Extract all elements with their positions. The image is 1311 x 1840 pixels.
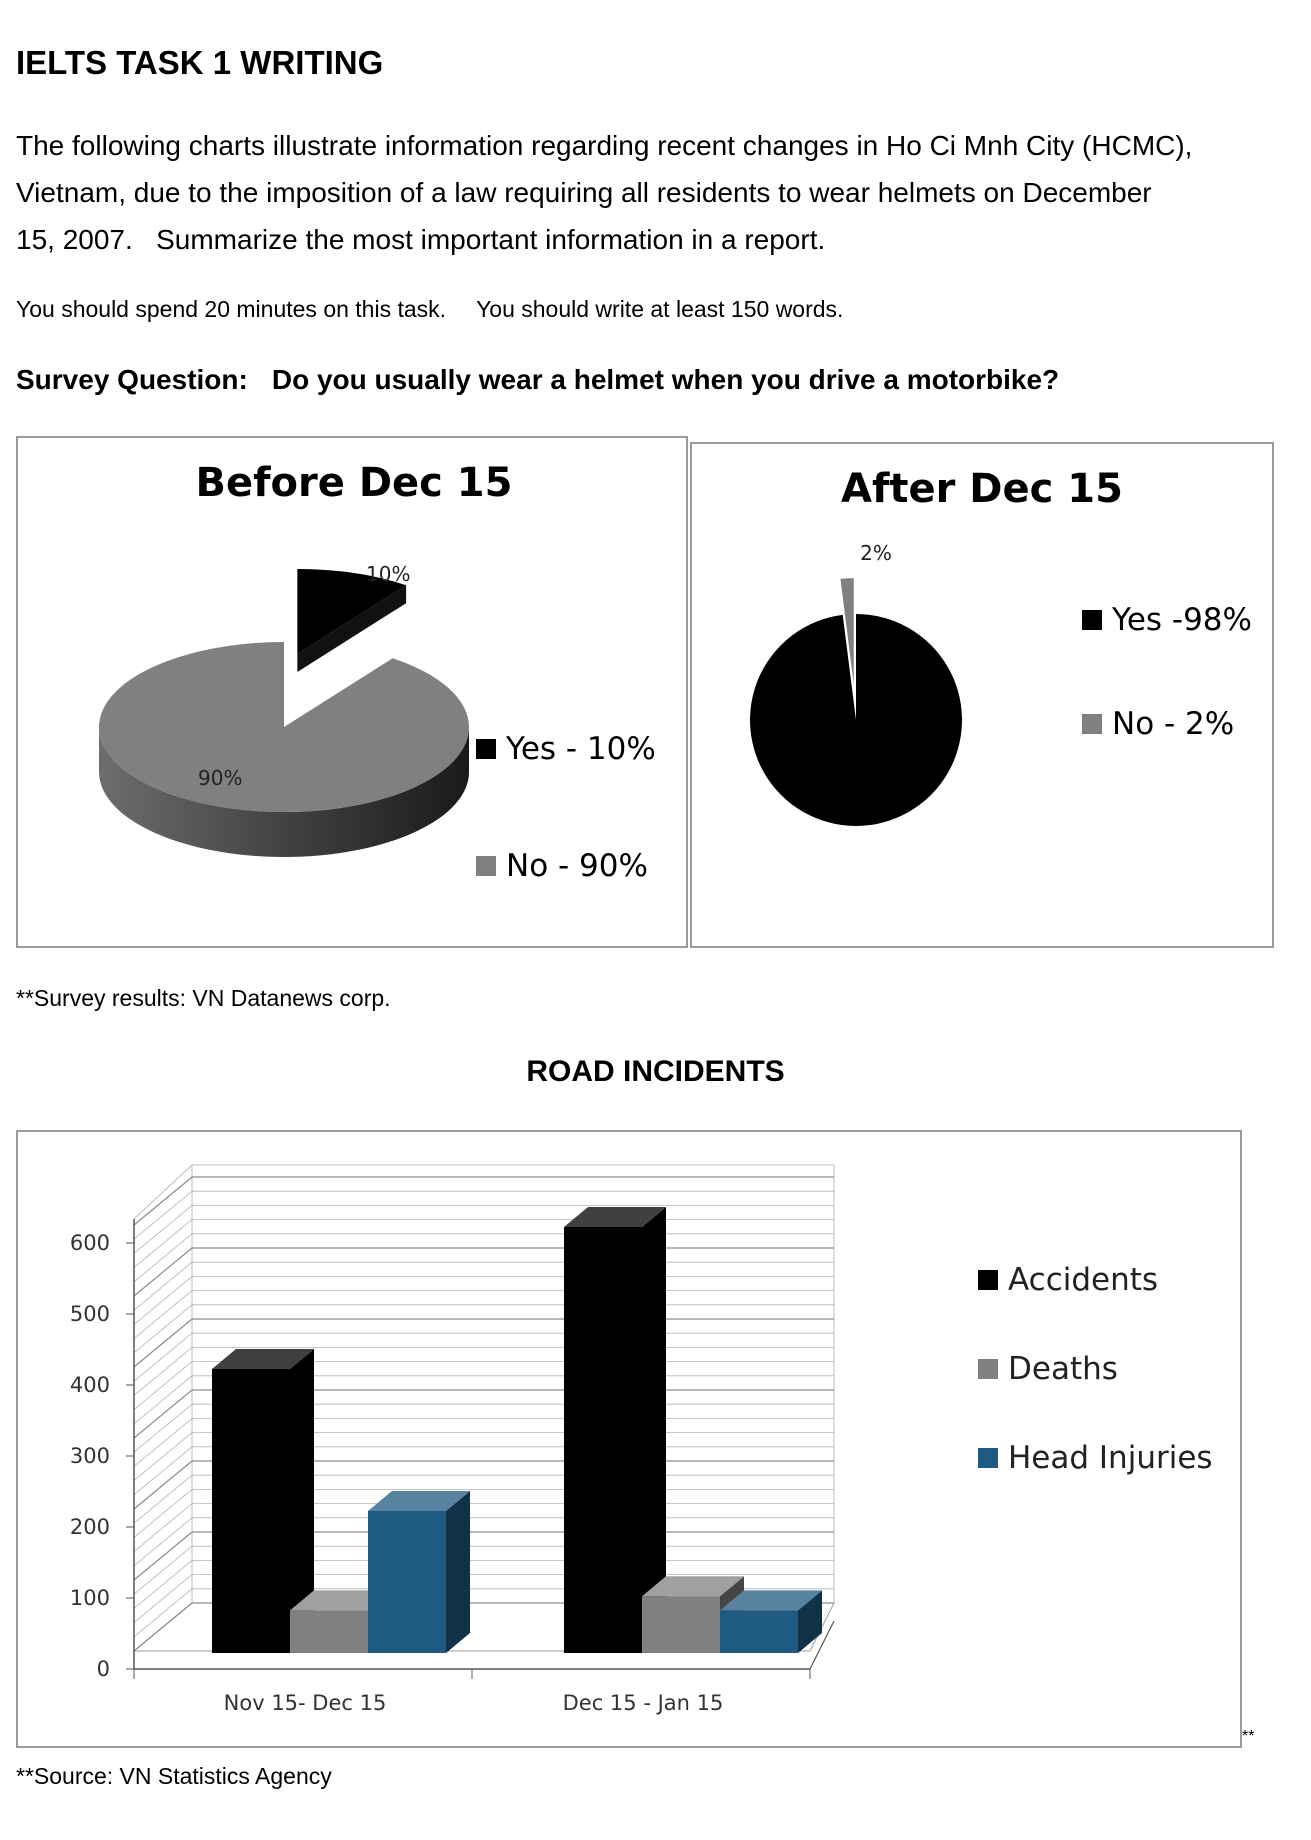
pie-chart-after	[692, 444, 1272, 946]
task-prompt	[16, 122, 1306, 263]
bar-legend-label: Deaths	[1008, 1351, 1118, 1387]
bar-y-tick-label: 300	[69, 1444, 110, 1468]
pie-before-data-label-no: 90%	[198, 766, 243, 790]
pie-after-legend-yes: Yes -98%	[1112, 602, 1252, 638]
bar-legend-label: Head Injuries	[1008, 1440, 1213, 1476]
pie-after-title: After Dec 15	[841, 466, 1123, 512]
bar-chart-panel	[16, 1130, 1242, 1748]
pie-chart-before	[18, 438, 686, 946]
bar-category-label: Nov 15- Dec 15	[223, 1691, 387, 1715]
pie-after-slice-yes	[738, 602, 975, 839]
pie-after-legend-no: No - 2%	[1112, 706, 1235, 742]
pie-before-data-label-yes: 10%	[366, 562, 411, 586]
pie-chart-after-panel	[690, 442, 1274, 948]
bar-chart-title: ROAD INCIDENTS	[526, 1055, 785, 1088]
bar-side-wall	[134, 1165, 192, 1651]
pie-before-legend-swatch-no	[476, 856, 496, 876]
bar-accidents	[564, 1227, 642, 1653]
pie-chart-before-panel	[16, 436, 688, 948]
bar-legend-swatch	[978, 1359, 998, 1379]
time-instruction: You should spend 20 minutes on this task.	[16, 296, 447, 322]
bar-y-tick-label: 100	[69, 1586, 110, 1610]
bar-accidents	[212, 1369, 290, 1653]
pie-after-data-label-no: 2%	[860, 541, 892, 565]
pie-before-legend-no: No - 90%	[506, 848, 648, 884]
bar-y-tick-label: 600	[69, 1231, 110, 1255]
bar-y-tick-label: 200	[69, 1515, 110, 1539]
task-prompt-line: 15, 2007. Summarize the most important information in a report.	[16, 224, 826, 255]
bar-side-head-injuries	[446, 1491, 470, 1653]
survey-question-text: Do you usually wear a helmet when you drive a motorbike?	[271, 364, 1060, 395]
bar-deaths	[642, 1596, 720, 1653]
bar-head-injuries	[368, 1511, 446, 1653]
bar-legend-swatch	[978, 1270, 998, 1290]
survey-question	[16, 364, 1059, 396]
pie-before-title: Before Dec 15	[195, 460, 513, 506]
footnote-mark: **	[1242, 1728, 1255, 1745]
task-prompt-line: Vietnam, due to the imposition of a law requiring all residents to wear helmets on December	[16, 177, 1152, 208]
bar-legend-swatch	[978, 1448, 998, 1468]
pie-before-legend-swatch-yes	[476, 739, 496, 759]
bar-category-label: Dec 15 - Jan 15	[562, 1691, 724, 1715]
pie-before-slice-no	[99, 642, 469, 812]
bar-y-tick-label: 0	[96, 1657, 110, 1681]
pie-after-legend-swatch-yes	[1082, 610, 1102, 630]
word-instruction: You should write at least 150 words.	[476, 296, 844, 322]
bar-chart	[18, 1132, 1240, 1746]
survey-label: Survey Question:	[16, 364, 248, 395]
pie-before-legend-yes: Yes - 10%	[506, 731, 656, 767]
task-instructions	[16, 296, 843, 323]
bar-source-note: **Source: VN Statistics Agency	[16, 1763, 332, 1789]
task-prompt-line: The following charts illustrate information regarding recent changes in Ho Ci Mnh City (HCMC),	[16, 130, 1193, 161]
bar-legend-label: Accidents	[1008, 1262, 1159, 1298]
survey-source-note: **Survey results: VN Datanews corp.	[16, 985, 391, 1011]
bar-y-tick-label: 500	[69, 1302, 110, 1326]
bar-deaths	[290, 1610, 368, 1653]
bar-head-injuries	[720, 1610, 798, 1653]
pie-after-legend-swatch-no	[1082, 714, 1102, 734]
bar-y-tick-label: 400	[69, 1373, 110, 1397]
page-heading: IELTS TASK 1 WRITING	[16, 44, 384, 81]
